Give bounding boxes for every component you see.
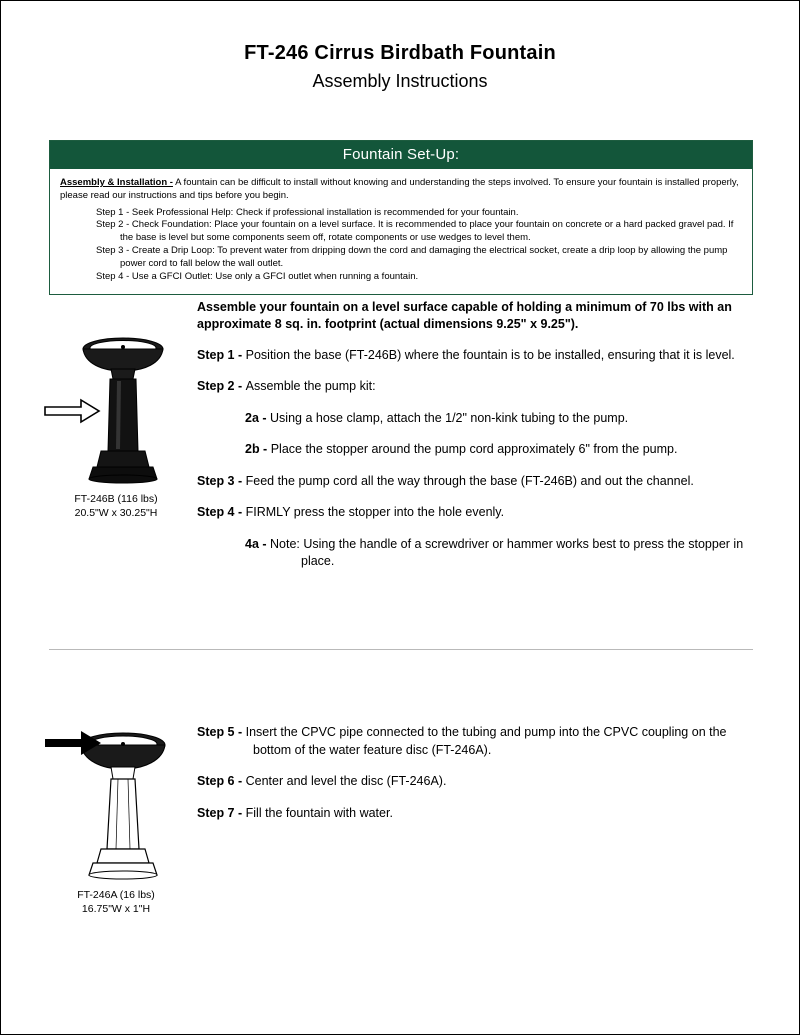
main-step-4 xyxy=(197,504,753,522)
main-step-5-key: Step 5 - xyxy=(197,725,246,739)
figure-disc-caption xyxy=(41,889,191,916)
main-step-1-text: Position the base (FT-246B) where the fountain is to be installed, ensuring that it is level. xyxy=(245,347,735,362)
main-step-7-text: Fill the fountain with water. xyxy=(245,805,393,820)
main-step-5-text: Insert the CPVC pipe connected to the tubing and pump into the CPVC coupling on the bottom of the water feature disc (FT-246A). xyxy=(245,725,727,757)
setup-step-4-title: Use a GFCI Outlet: xyxy=(131,270,213,282)
fountain-setup-box xyxy=(49,140,753,295)
setup-step-3-text: To prevent water from dripping down the cord and damaging the electrical socket, create a drip loop by allowing the pump power cord to fall below the wall outlet. xyxy=(120,245,728,269)
setup-step-4-text: Use only a GFCI outlet when running a fountain. xyxy=(212,270,419,282)
main-step-1-key: Step 1 - xyxy=(197,347,246,362)
main-step-6 xyxy=(197,773,753,791)
page-subtitle: Assembly Instructions xyxy=(312,71,488,91)
setup-step-2 xyxy=(60,219,742,245)
setup-step-1-text: Check if professional installation is recommended for your fountain. xyxy=(233,206,519,218)
setup-box-heading: Fountain Set-Up: xyxy=(50,141,752,169)
setup-intro-label: Assembly & Installation - xyxy=(60,177,173,188)
main-step-4a-key: 4a - xyxy=(245,536,271,551)
main-step-2a-text: Using a hose clamp, attach the 1/2" non-kink tubing to the pump. xyxy=(270,410,629,425)
main-step-2-key: Step 2 - xyxy=(197,379,246,394)
figure-base-caption-line1: FT-246B (116 lbs) xyxy=(74,493,158,505)
main-step-2 xyxy=(197,378,753,396)
setup-step-4-num: Step 4 - xyxy=(96,270,132,282)
section-divider xyxy=(49,649,753,650)
base-illustration xyxy=(41,319,191,489)
setup-step-2-num: Step 2 - xyxy=(96,219,132,231)
figure-base-caption-line2: 20.5"W x 30.25"H xyxy=(74,506,158,519)
disc-illustration xyxy=(41,717,191,885)
main-step-6-key: Step 6 - xyxy=(197,774,246,788)
figure-disc-caption-line2: 16.75"W x 1"H xyxy=(81,902,151,915)
main-step-2-text: Assemble the pump kit: xyxy=(245,379,376,394)
main-step-7 xyxy=(197,805,753,823)
main-step-2b-text: Place the stopper around the pump cord approximately 6" from the pump. xyxy=(270,442,678,457)
main-step-4a xyxy=(197,536,753,571)
main-step-3-key: Step 3 - xyxy=(197,473,246,488)
main-lead-text: Assemble your fountain on a level surface capable of holding a minimum of 70 lbs with an approximate 8 sq. in. footprint (actual dimensions 9.25" x 9.25"). xyxy=(197,300,732,331)
main-step-2a xyxy=(197,410,753,428)
title-block xyxy=(1,41,799,93)
figure-disc xyxy=(41,717,191,916)
main-step-3-text: Feed the pump cord all the way through the base (FT-246B) and out the channel. xyxy=(245,473,694,488)
setup-box-body xyxy=(50,169,752,294)
setup-intro-text: A fountain can be difficult to install without knowing and understanding the steps involved. To ensure your fountain is installed properly, please read our instructions and tips before you begin. xyxy=(60,177,739,201)
main-step-4-text: FIRMLY press the stopper into the hole evenly. xyxy=(245,505,505,520)
setup-step-3-num: Step 3 - xyxy=(96,245,132,257)
main-step-6-text: Center and level the disc (FT-246A). xyxy=(245,774,447,788)
setup-intro xyxy=(60,177,742,203)
setup-step-2-text: Place your fountain on a level surface. It is recommended to place your fountain on concrete or a hard packed gravel pad. If the base is level but some components seem off, rotate components or use wedges to level them. xyxy=(120,219,734,244)
setup-step-1-num: Step 1 - xyxy=(96,206,132,218)
figure-base xyxy=(41,319,191,520)
main-step-2b xyxy=(197,441,753,459)
callout-arrow-icon xyxy=(45,400,99,422)
setup-step-2-title: Check Foundation: xyxy=(131,219,212,231)
main-step-5 xyxy=(197,724,753,759)
setup-step-3 xyxy=(60,245,742,271)
setup-step-1-title: Seek Professional Help: xyxy=(131,206,234,218)
setup-step-3-title: Create a Drip Loop: xyxy=(131,245,215,257)
main-instructions xyxy=(197,299,753,585)
setup-step-1 xyxy=(60,207,742,220)
main-step-4-key: Step 4 - xyxy=(197,505,246,520)
main-step-2b-key: 2b - xyxy=(245,442,271,457)
main-step-7-key: Step 7 - xyxy=(197,805,246,820)
main-step-1 xyxy=(197,347,753,365)
main-step-4a-text: Note: Using the handle of a screwdriver or hammer works best to press the stopper in place. xyxy=(270,536,744,569)
figure-base-caption xyxy=(41,493,191,520)
setup-step-4 xyxy=(60,271,742,284)
main-step-2a-key: 2a - xyxy=(245,410,271,425)
figure-disc-caption-line1: FT-246A (16 lbs) xyxy=(77,889,155,901)
main-step-3 xyxy=(197,473,753,491)
main-instructions-continued xyxy=(197,724,753,836)
page-title: FT-246 Cirrus Birdbath Fountain xyxy=(244,42,556,64)
